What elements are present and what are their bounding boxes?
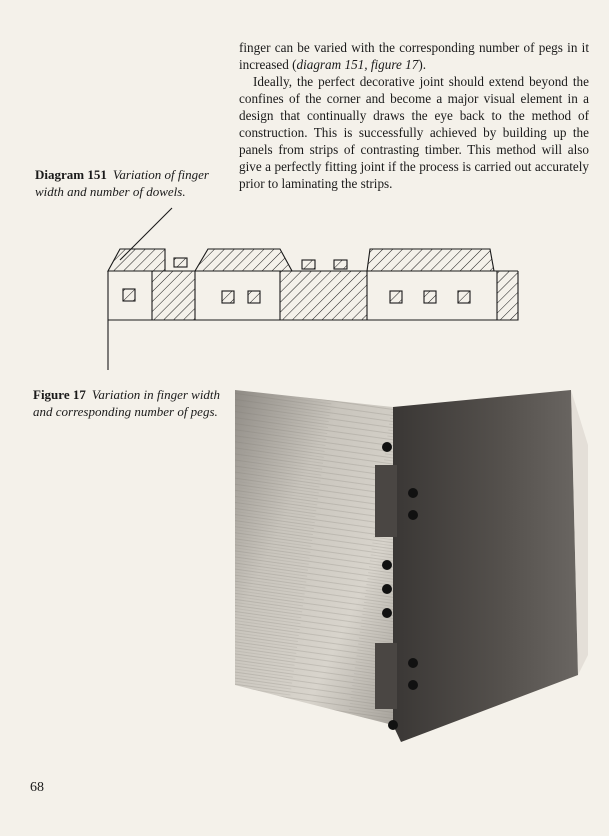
bottom-finger-3 xyxy=(497,271,518,320)
peg-hole xyxy=(382,608,392,618)
figure-label: Figure 17 xyxy=(33,387,86,402)
peg-hole xyxy=(408,658,418,668)
peg-hole xyxy=(388,720,398,730)
figure-caption-text: Variation in finger width and corresponding number of pegs. xyxy=(33,387,221,419)
diagram-151-caption xyxy=(35,167,210,200)
peg xyxy=(248,291,260,303)
finger-joint-diagram xyxy=(100,205,520,370)
top-finger-3 xyxy=(367,249,494,271)
bottom-finger-1 xyxy=(152,271,195,320)
figure-17-caption xyxy=(33,387,223,420)
bottom-finger-2 xyxy=(280,271,367,320)
peg xyxy=(458,291,470,303)
peg-hole xyxy=(408,510,418,520)
body-text xyxy=(239,39,589,192)
diagram-caption-text: Variation of finger width and number of dowels. xyxy=(35,167,209,199)
dark-finger xyxy=(375,465,397,537)
paragraph-2: Ideally, the perfect decorative joint should extend beyond the confines of the corner and become a major visual element in a design that continually draws the eye back to the method of construction. This is successfully achieved by building up the panels from strips of contrasting timber. This method will also give a perfectly fitting joint if the process is carried out accurately prior to laminating the strips. xyxy=(239,74,589,191)
page-number: 68 xyxy=(30,780,44,795)
figure-17-photo xyxy=(233,385,588,750)
top-finger-1 xyxy=(108,249,165,271)
peg xyxy=(302,260,315,269)
peg xyxy=(390,291,402,303)
peg-hole xyxy=(382,584,392,594)
peg xyxy=(424,291,436,303)
peg xyxy=(222,291,234,303)
peg-hole xyxy=(408,488,418,498)
peg xyxy=(334,260,347,269)
diagram-label: Diagram 151 xyxy=(35,167,107,182)
peg-hole xyxy=(408,680,418,690)
peg-hole xyxy=(382,442,392,452)
top-finger-2 xyxy=(195,249,292,271)
paragraph-1: finger can be varied with the corresponding number of pegs in it increased (diagram 151, figure 17). xyxy=(239,40,589,72)
diagram-reference: diagram 151, figure 17 xyxy=(296,57,419,72)
peg xyxy=(123,289,135,301)
dark-panel xyxy=(393,390,578,742)
peg xyxy=(174,258,187,267)
peg-hole xyxy=(382,560,392,570)
dark-finger xyxy=(375,643,397,709)
